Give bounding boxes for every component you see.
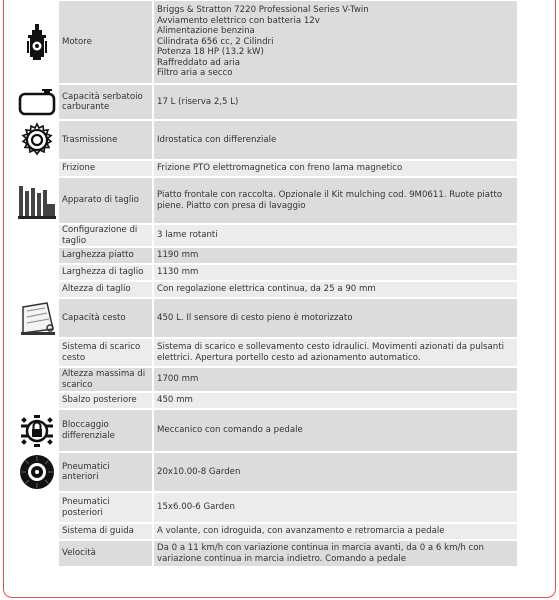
- spec-icon-cell: [15, 120, 59, 160]
- spec-value-line: 20x10.00-8 Garden: [157, 466, 241, 477]
- spec-row-pneumatici-posteriori: [15, 492, 517, 523]
- grass-bag-icon: [15, 299, 59, 337]
- spec-row-capacita-serbatoio-carburante: [15, 84, 517, 120]
- spec-label: Larghezza di taglio: [59, 264, 153, 281]
- spec-value: [153, 247, 517, 264]
- spec-row-velocita: [15, 540, 517, 567]
- spec-value-line: Meccanico con comando a pedale: [157, 425, 303, 436]
- differential-lock-icon: [15, 413, 59, 449]
- spec-icon-cell: [15, 224, 59, 247]
- spec-icon-cell: [15, 338, 59, 367]
- cutting-deck-icon: [15, 182, 59, 220]
- spec-value: [153, 264, 517, 281]
- spec-value: [153, 160, 517, 177]
- spec-icon-cell: [15, 264, 59, 281]
- spec-label: Altezza di taglio: [59, 281, 153, 298]
- spec-icon-cell: [15, 281, 59, 298]
- spec-label: Sistema di guida: [59, 523, 153, 540]
- spec-value: [153, 540, 517, 567]
- spec-value-line: Da 0 a 11 km/h con variazione continua in marcia avanti, da 0 a 6 km/h con variazione continua in marcia indietro. Comando a pedale: [157, 543, 484, 564]
- spec-table: [15, 1, 517, 568]
- spec-icon-cell: [15, 392, 59, 409]
- spec-value: [153, 281, 517, 298]
- spec-value: [153, 338, 517, 367]
- spec-value-line: 17 L (riserva 2,5 L): [157, 96, 239, 107]
- spec-value-line: Frizione PTO elettromagnetica con freno lama magnetico: [157, 163, 403, 174]
- spec-value: [153, 492, 517, 523]
- spec-label: Velocità: [59, 540, 153, 567]
- spec-value: [153, 224, 517, 247]
- spec-label: Capacità cesto: [59, 298, 153, 338]
- spec-value: [153, 298, 517, 338]
- spec-row-configurazione-di-taglio: [15, 224, 517, 247]
- spec-row-apparato-di-taglio: [15, 177, 517, 224]
- spec-icon-cell: [15, 452, 59, 492]
- spec-value-line: Briggs & Stratton 7220 Professional Series V-Twin: [157, 5, 369, 16]
- spec-label: Frizione: [59, 160, 153, 177]
- spec-row-sbalzo-posteriore: [15, 392, 517, 409]
- spec-value: [153, 452, 517, 492]
- spec-label: Capacità serbatoio carburante: [59, 84, 153, 120]
- spec-label: Apparato di taglio: [59, 177, 153, 224]
- spec-value-line: A volante, con idroguida, con avanzamento e retromarcia a pedale: [157, 526, 445, 537]
- spec-label: Bloccaggio differenziale: [59, 409, 153, 452]
- spec-icon-cell: [15, 160, 59, 177]
- spec-icon-cell: [15, 409, 59, 452]
- spec-row-larghezza-di-taglio: [15, 264, 517, 281]
- spec-label: Configurazione di taglio: [59, 224, 153, 247]
- spec-label: Sbalzo posteriore: [59, 392, 153, 409]
- spec-row-altezza-di-taglio: [15, 281, 517, 298]
- spec-value-line: Raffreddato ad aria: [157, 57, 241, 68]
- spec-icon-cell: [15, 523, 59, 540]
- spec-row-capacita-cesto: [15, 298, 517, 338]
- spec-value: [153, 177, 517, 224]
- spec-label: Pneumatici anteriori: [59, 452, 153, 492]
- spec-value-line: Cilindrata 656 cc, 2 Cilindri: [157, 36, 274, 47]
- spec-value-line: 1700 mm: [157, 374, 199, 385]
- spec-row-trasmissione: [15, 120, 517, 160]
- gear-icon: [15, 121, 59, 159]
- spec-icon-cell: [15, 177, 59, 224]
- spec-value-line: 1130 mm: [157, 267, 199, 278]
- spec-value: [153, 1, 517, 84]
- spec-value-line: Filtro aria a secco: [157, 68, 233, 79]
- spec-value-line: 450 L. Il sensore di cesto pieno è motorizzato: [157, 312, 353, 323]
- spec-row-larghezza-piatto: [15, 247, 517, 264]
- spec-value: [153, 392, 517, 409]
- spec-value: [153, 523, 517, 540]
- spec-label: Trasmissione: [59, 120, 153, 160]
- spec-value-line: Sistema di scarico e sollevamento cesto idraulici. Movimenti azionati da pulsanti elettrici. Apertura portello cesto ad azionamento automatico.: [157, 342, 504, 363]
- spec-sheet-frame: [3, 0, 556, 598]
- spec-label: Altezza massima di scarico: [59, 367, 153, 392]
- spec-row-sistema-di-scarico-cesto: [15, 338, 517, 367]
- spec-icon-cell: [15, 298, 59, 338]
- spec-value: [153, 367, 517, 392]
- spec-icon-cell: [15, 84, 59, 120]
- spec-icon-cell: [15, 247, 59, 264]
- spec-icon-cell: [15, 1, 59, 84]
- spec-row-bloccaggio-differenziale: [15, 409, 517, 452]
- spec-value-line: 3 lame rotanti: [157, 230, 218, 241]
- spec-row-altezza-massima-di-scarico: [15, 367, 517, 392]
- spec-row-frizione: [15, 160, 517, 177]
- spec-value-line: 15x6.00-6 Garden: [157, 502, 235, 513]
- spec-row-sistema-di-guida: [15, 523, 517, 540]
- spec-label: Motore: [59, 1, 153, 84]
- spec-label: Larghezza piatto: [59, 247, 153, 264]
- spec-icon-cell: [15, 492, 59, 523]
- spec-value: [153, 409, 517, 452]
- tire-icon: [15, 453, 59, 491]
- spec-icon-cell: [15, 367, 59, 392]
- spec-label: Pneumatici posteriori: [59, 492, 153, 523]
- fuel-tank-icon: [15, 88, 59, 116]
- spec-value: [153, 120, 517, 160]
- spec-value-line: Avviamento elettrico con batteria 12v: [157, 15, 320, 26]
- spec-value: [153, 84, 517, 120]
- spec-label: Sistema di scarico cesto: [59, 338, 153, 367]
- spec-value-line: Con regolazione elettrica continua, da 25 a 90 mm: [157, 284, 376, 295]
- spec-value-line: Potenza 18 HP (13.2 kW): [157, 47, 264, 58]
- engine-icon: [15, 23, 59, 61]
- spec-row-pneumatici-anteriori: [15, 452, 517, 492]
- spec-value-line: 1190 mm: [157, 250, 199, 261]
- spec-value-line: Piatto frontale con raccolta. Opzionale il Kit mulching cod. 9M0611. Ruote piatto piene. Piatto con presa di lavaggio: [157, 190, 503, 211]
- spec-value-line: Idrostatica con differenziale: [157, 134, 277, 145]
- spec-value-line: 450 mm: [157, 395, 193, 406]
- spec-row-motore: [15, 1, 517, 84]
- spec-icon-cell: [15, 540, 59, 567]
- spec-value-line: Alimentazione benzina: [157, 26, 255, 37]
